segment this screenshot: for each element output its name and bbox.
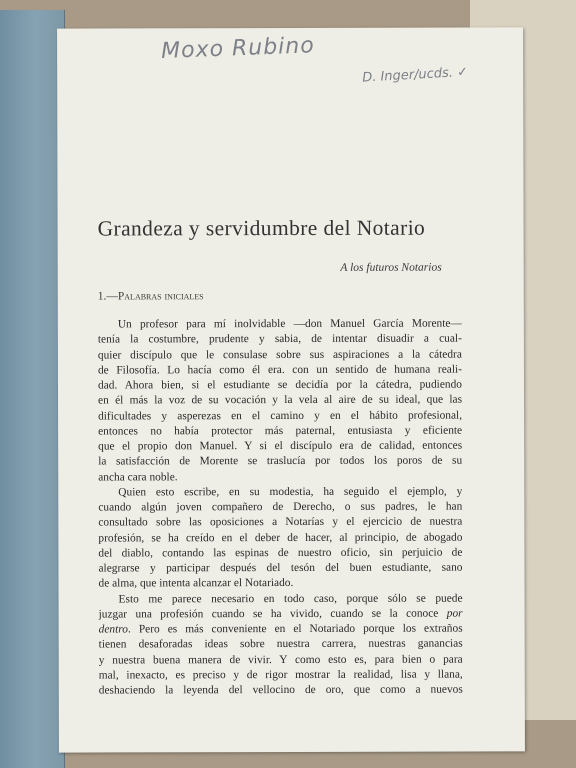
text-line xyxy=(99,622,463,638)
text-line: dad. Ahora bien, si el estudiante se decidía por la cátedra, pudiendo xyxy=(97,378,463,392)
document-title: Grandeza y servidumbre del Notario xyxy=(97,215,426,241)
text-fragment: . Pero es más conveniente en el Notariado porque los extraños xyxy=(127,622,463,636)
paragraph-3 xyxy=(99,591,463,699)
text-line: profesión, se ha creído en el deber de hacer, al principio, de abogado xyxy=(98,531,463,545)
text-fragment: juzgar una profesión cuando se ha vivido, cuando se la conoce xyxy=(98,607,439,621)
text-line: alegrarse y participar después del tesón del buen estudiante, sano xyxy=(98,561,463,575)
blue-cover-edge xyxy=(0,10,65,768)
section-heading: 1.—Palabras iniciales xyxy=(97,290,204,303)
text-line: dificultades y asperezas en el camino y en el hábito profesional, xyxy=(98,409,463,423)
text-line: en él más la voz de su vocación y la vela al aire de su ideal, que las xyxy=(98,393,463,407)
text-line: quier discípulo que le consulase sobre sus aspiraciones a la cátedra xyxy=(97,348,462,362)
text-line: tenía la costumbre, prudente y sabia, de intentar disuadir a cual- xyxy=(97,332,462,346)
text-line: y nuestra buena manera de vivir. Y como esto es, para bien o para xyxy=(98,653,463,667)
text-line: deshaciendo la leyenda del vellocino de oro, que como a nuevos xyxy=(98,683,463,697)
paragraph-2 xyxy=(98,484,462,592)
text-line: que el propio don Manuel. Y si el discípulo era de calidad, entonces xyxy=(98,439,463,453)
text-line: ancha cara noble. xyxy=(98,470,178,484)
text-line: cuando algún joven compañero de Derecho, o sus padres, le han xyxy=(98,500,463,514)
text-line: consultado sobre las oposiciones a Notarías y el ejercicio de nuestra xyxy=(98,515,463,529)
italic-word: dentro xyxy=(98,623,128,636)
text-line: Esto me parece necesario en todo caso, porque sólo se puede xyxy=(118,592,463,605)
text-line: del diablo, contando las espinas de nuestro oficio, sin perjuicio de xyxy=(98,546,463,560)
italic-word: por xyxy=(446,607,463,620)
text-line: entonces no había protector más paternal, entusiasta y eficiente xyxy=(98,424,463,438)
dedication: A los futuros Notarios xyxy=(340,261,442,274)
text-line: la satisfacción de Morente se traslucía por todos los poros de su xyxy=(98,454,463,468)
handwritten-note-top-left: Moxo Rubino xyxy=(160,33,316,65)
text-line: de alma, que intenta alcanzar el Notariado. xyxy=(98,577,294,590)
paragraph-1 xyxy=(98,317,462,486)
handwritten-note-top-right: D. Inger/ucds. ✓ xyxy=(361,64,469,86)
text-line: tienen desaforadas ideas sobre nuestra carrera, nuestras ganancias xyxy=(98,637,463,651)
text-line: Un profesor para mí inolvidable —don Manuel García Morente— xyxy=(117,317,462,331)
text-line: mal, inexacto, es preciso y de rigor mostrar la realidad, lisa y llana, xyxy=(98,668,463,682)
text-line xyxy=(99,606,463,622)
text-line: Quien esto escribe, en su modestia, ha seguido el ejemplo, y xyxy=(118,485,463,499)
text-line: de Filosofía. Lo hacía como él era. con un sentido de humana reali- xyxy=(97,363,462,377)
document-page xyxy=(57,27,525,752)
body-text xyxy=(98,317,463,699)
